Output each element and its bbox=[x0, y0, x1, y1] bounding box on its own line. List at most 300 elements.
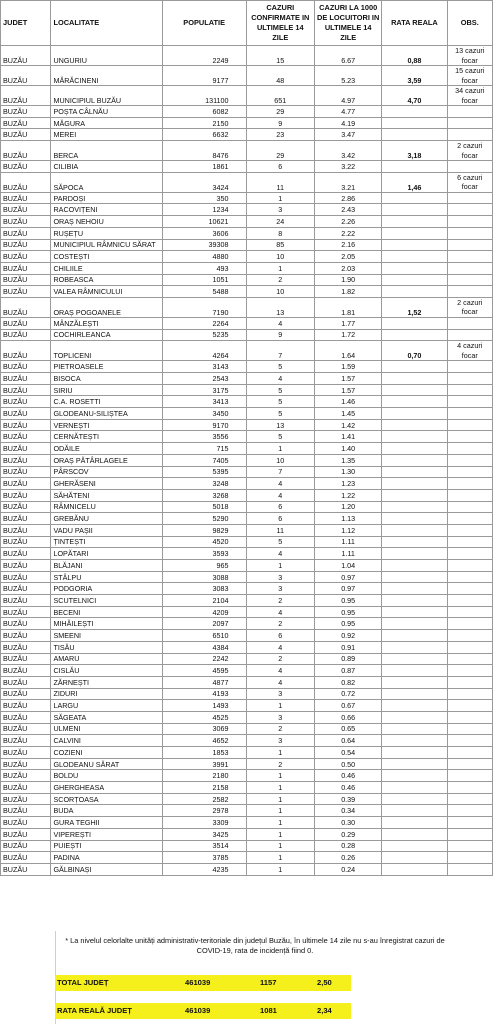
cell-obs bbox=[447, 817, 492, 829]
cell-judet: BUZĂU bbox=[1, 204, 51, 216]
cell-obs bbox=[447, 478, 492, 490]
cell-rata-1000: 0.89 bbox=[315, 653, 382, 665]
cell-cazuri: 9 bbox=[246, 117, 315, 129]
cell-cazuri: 2 bbox=[246, 618, 315, 630]
cell-cazuri: 4 bbox=[246, 478, 315, 490]
table-row bbox=[1, 227, 493, 239]
cell-rata-1000: 1.72 bbox=[315, 329, 382, 341]
cell-obs bbox=[447, 805, 492, 817]
cell-obs bbox=[447, 501, 492, 513]
cell-judet: BUZĂU bbox=[1, 117, 51, 129]
cell-cazuri: 4 bbox=[246, 606, 315, 618]
cell-localitate: PADINA bbox=[51, 852, 162, 864]
cell-rata-1000: 1.57 bbox=[315, 384, 382, 396]
cell-judet: BUZĂU bbox=[1, 688, 51, 700]
table-row bbox=[1, 251, 493, 263]
cell-obs: 6 cazuri focar bbox=[447, 172, 492, 192]
cell-localitate: CHILIILE bbox=[51, 262, 162, 274]
table-row bbox=[1, 172, 493, 192]
table-row bbox=[1, 524, 493, 536]
cell-cazuri: 1 bbox=[246, 852, 315, 864]
table-row bbox=[1, 489, 493, 501]
cell-judet: BUZĂU bbox=[1, 66, 51, 86]
cell-populatie: 2264 bbox=[162, 317, 246, 329]
cell-obs bbox=[447, 373, 492, 385]
cell-rata-reala bbox=[382, 161, 447, 173]
cell-rata-reala bbox=[382, 489, 447, 501]
cell-obs bbox=[447, 329, 492, 341]
cell-judet: BUZĂU bbox=[1, 86, 51, 106]
cell-populatie: 350 bbox=[162, 192, 246, 204]
table-row bbox=[1, 630, 493, 642]
footnote: * La nivelul celorlalte unități administrativ-teritoriale din județul Buzău, în ultimele 14 zile nu s-au înregistrat cazuri de COVID-19, rata de incidență fiind 0. bbox=[65, 936, 445, 955]
cell-obs bbox=[447, 595, 492, 607]
cell-populatie: 9829 bbox=[162, 524, 246, 536]
table-row bbox=[1, 46, 493, 66]
cell-cazuri: 5 bbox=[246, 431, 315, 443]
cell-judet: BUZĂU bbox=[1, 863, 51, 875]
total-judet-row bbox=[55, 975, 351, 991]
cell-localitate: PIETROASELE bbox=[51, 361, 162, 373]
cell-localitate: VIPEREȘTI bbox=[51, 828, 162, 840]
header-populatie: POPULATIE bbox=[162, 1, 246, 46]
cell-localitate: SĂHĂTENI bbox=[51, 489, 162, 501]
table-row bbox=[1, 595, 493, 607]
cell-localitate: POȘTA CÂLNĂU bbox=[51, 106, 162, 118]
cell-localitate: ȚINTEȘTI bbox=[51, 536, 162, 548]
cell-rata-reala bbox=[382, 317, 447, 329]
cell-localitate: UNGURIU bbox=[51, 46, 162, 66]
cell-populatie: 2242 bbox=[162, 653, 246, 665]
cell-rata-1000: 0.95 bbox=[315, 618, 382, 630]
cell-cazuri: 1 bbox=[246, 863, 315, 875]
cell-obs bbox=[447, 216, 492, 228]
cell-populatie: 4209 bbox=[162, 606, 246, 618]
cell-cazuri: 4 bbox=[246, 641, 315, 653]
cell-judet: BUZĂU bbox=[1, 46, 51, 66]
cell-rata-reala bbox=[382, 618, 447, 630]
cell-localitate: CISLĂU bbox=[51, 665, 162, 677]
cell-obs: 34 cazuri focar bbox=[447, 86, 492, 106]
cell-obs bbox=[447, 700, 492, 712]
cell-rata-1000: 1.64 bbox=[315, 341, 382, 361]
cell-rata-reala bbox=[382, 384, 447, 396]
cell-rata-1000: 0.95 bbox=[315, 606, 382, 618]
cell-localitate: SIRIU bbox=[51, 384, 162, 396]
cell-localitate: MÂNZĂLEȘTI bbox=[51, 317, 162, 329]
cell-cazuri: 1 bbox=[246, 747, 315, 759]
table-body bbox=[1, 46, 493, 876]
cell-rata-reala bbox=[382, 524, 447, 536]
cell-rata-1000: 0.34 bbox=[315, 805, 382, 817]
cell-judet: BUZĂU bbox=[1, 513, 51, 525]
cell-rata-1000: 1.11 bbox=[315, 536, 382, 548]
cell-populatie: 6082 bbox=[162, 106, 246, 118]
cell-populatie: 2104 bbox=[162, 595, 246, 607]
cell-rata-reala bbox=[382, 723, 447, 735]
cell-cazuri: 11 bbox=[246, 172, 315, 192]
cell-judet: BUZĂU bbox=[1, 262, 51, 274]
cell-populatie: 2543 bbox=[162, 373, 246, 385]
cell-cazuri: 29 bbox=[246, 141, 315, 161]
cell-localitate: MĂGURA bbox=[51, 117, 162, 129]
table-row bbox=[1, 419, 493, 431]
table-row bbox=[1, 204, 493, 216]
cell-rata-1000: 0.30 bbox=[315, 817, 382, 829]
cell-populatie: 131100 bbox=[162, 86, 246, 106]
cell-obs bbox=[447, 161, 492, 173]
cell-judet: BUZĂU bbox=[1, 161, 51, 173]
table-row bbox=[1, 618, 493, 630]
cell-judet: BUZĂU bbox=[1, 723, 51, 735]
cell-populatie: 1234 bbox=[162, 204, 246, 216]
cell-localitate: LARGU bbox=[51, 700, 162, 712]
cell-cazuri: 5 bbox=[246, 536, 315, 548]
cell-populatie: 9170 bbox=[162, 419, 246, 431]
cell-rata-reala bbox=[382, 443, 447, 455]
cell-populatie: 7190 bbox=[162, 297, 246, 317]
table-row bbox=[1, 805, 493, 817]
cell-obs bbox=[447, 227, 492, 239]
cell-obs bbox=[447, 396, 492, 408]
cell-localitate: SĂPOCA bbox=[51, 172, 162, 192]
cell-cazuri: 8 bbox=[246, 227, 315, 239]
cell-rata-reala bbox=[382, 396, 447, 408]
cell-rata-reala: 3,18 bbox=[382, 141, 447, 161]
cell-populatie: 2097 bbox=[162, 618, 246, 630]
table-row bbox=[1, 653, 493, 665]
cell-rata-reala bbox=[382, 106, 447, 118]
table-row bbox=[1, 396, 493, 408]
cell-rata-1000: 0.64 bbox=[315, 735, 382, 747]
cell-rata-reala bbox=[382, 129, 447, 141]
cell-localitate: AMARU bbox=[51, 653, 162, 665]
cell-rata-1000: 4.97 bbox=[315, 86, 382, 106]
cell-rata-reala bbox=[382, 117, 447, 129]
cell-rata-1000: 0.91 bbox=[315, 641, 382, 653]
cell-localitate: GĂLBINAȘI bbox=[51, 863, 162, 875]
cell-judet: BUZĂU bbox=[1, 341, 51, 361]
cell-judet: BUZĂU bbox=[1, 595, 51, 607]
cell-populatie: 5018 bbox=[162, 501, 246, 513]
cell-obs bbox=[447, 863, 492, 875]
cell-rata-reala bbox=[382, 466, 447, 478]
cell-populatie: 2158 bbox=[162, 782, 246, 794]
cell-rata-1000: 3.47 bbox=[315, 129, 382, 141]
cell-populatie: 5488 bbox=[162, 286, 246, 298]
cell-rata-1000: 0.66 bbox=[315, 711, 382, 723]
cell-judet: BUZĂU bbox=[1, 793, 51, 805]
rata-reala-judet-pop: 461039 bbox=[185, 1006, 211, 1015]
cell-obs bbox=[447, 384, 492, 396]
cell-rata-1000: 1.11 bbox=[315, 548, 382, 560]
cell-cazuri: 2 bbox=[246, 758, 315, 770]
cell-rata-reala bbox=[382, 227, 447, 239]
cell-judet: BUZĂU bbox=[1, 852, 51, 864]
cell-populatie: 715 bbox=[162, 443, 246, 455]
cell-rata-1000: 1.59 bbox=[315, 361, 382, 373]
cell-populatie: 3514 bbox=[162, 840, 246, 852]
cell-rata-1000: 1.82 bbox=[315, 286, 382, 298]
cell-localitate: PODGORIA bbox=[51, 583, 162, 595]
table-row bbox=[1, 361, 493, 373]
cell-cazuri: 6 bbox=[246, 161, 315, 173]
cell-populatie: 4264 bbox=[162, 341, 246, 361]
cell-obs bbox=[447, 723, 492, 735]
cell-rata-1000: 1.41 bbox=[315, 431, 382, 443]
cell-localitate: RÂMNICELU bbox=[51, 501, 162, 513]
cell-rata-reala bbox=[382, 408, 447, 420]
cell-rata-1000: 0.82 bbox=[315, 676, 382, 688]
cell-judet: BUZĂU bbox=[1, 478, 51, 490]
cell-obs bbox=[447, 317, 492, 329]
cell-localitate: TOPLICENI bbox=[51, 341, 162, 361]
cell-rata-reala bbox=[382, 548, 447, 560]
table-row bbox=[1, 863, 493, 875]
cell-obs bbox=[447, 524, 492, 536]
table-row bbox=[1, 548, 493, 560]
table-row bbox=[1, 373, 493, 385]
cell-rata-1000: 0.26 bbox=[315, 852, 382, 864]
cell-cazuri: 5 bbox=[246, 361, 315, 373]
cell-judet: BUZĂU bbox=[1, 630, 51, 642]
table-row bbox=[1, 513, 493, 525]
cell-rata-reala bbox=[382, 478, 447, 490]
cell-rata-reala bbox=[382, 735, 447, 747]
header-obs: OBS. bbox=[447, 1, 492, 46]
cell-cazuri: 1 bbox=[246, 700, 315, 712]
cell-rata-reala: 3,59 bbox=[382, 66, 447, 86]
cell-localitate: SCUTELNICI bbox=[51, 595, 162, 607]
cell-populatie: 3175 bbox=[162, 384, 246, 396]
cell-obs bbox=[447, 408, 492, 420]
cell-judet: BUZĂU bbox=[1, 239, 51, 251]
cell-obs bbox=[447, 286, 492, 298]
cell-rata-reala: 0,88 bbox=[382, 46, 447, 66]
table-row bbox=[1, 408, 493, 420]
cell-localitate: GHERĂSENI bbox=[51, 478, 162, 490]
table-row bbox=[1, 329, 493, 341]
table-row bbox=[1, 747, 493, 759]
table-row bbox=[1, 262, 493, 274]
table-row bbox=[1, 641, 493, 653]
cell-obs bbox=[447, 793, 492, 805]
cell-obs bbox=[447, 251, 492, 263]
cell-rata-1000: 1.12 bbox=[315, 524, 382, 536]
cell-judet: BUZĂU bbox=[1, 782, 51, 794]
cell-cazuri: 5 bbox=[246, 408, 315, 420]
cell-rata-1000: 0.65 bbox=[315, 723, 382, 735]
cell-cazuri: 15 bbox=[246, 46, 315, 66]
cell-rata-reala bbox=[382, 606, 447, 618]
cell-rata-reala bbox=[382, 805, 447, 817]
table-row bbox=[1, 216, 493, 228]
cell-rata-reala bbox=[382, 204, 447, 216]
table-row bbox=[1, 606, 493, 618]
cell-rata-1000: 1.22 bbox=[315, 489, 382, 501]
cell-populatie: 4384 bbox=[162, 641, 246, 653]
cell-localitate: GREBĂNU bbox=[51, 513, 162, 525]
cell-localitate: BOLDU bbox=[51, 770, 162, 782]
cell-localitate: CERNĂTEȘTI bbox=[51, 431, 162, 443]
cell-cazuri: 1 bbox=[246, 782, 315, 794]
cell-cazuri: 2 bbox=[246, 723, 315, 735]
cell-judet: BUZĂU bbox=[1, 396, 51, 408]
table-row bbox=[1, 297, 493, 317]
cell-rata-reala bbox=[382, 747, 447, 759]
cell-localitate: SMEENI bbox=[51, 630, 162, 642]
cell-cazuri: 1 bbox=[246, 817, 315, 829]
cell-rata-1000: 2.05 bbox=[315, 251, 382, 263]
cell-judet: BUZĂU bbox=[1, 735, 51, 747]
cell-populatie: 2249 bbox=[162, 46, 246, 66]
cell-localitate: MIHĂILEȘTI bbox=[51, 618, 162, 630]
cell-judet: BUZĂU bbox=[1, 361, 51, 373]
cell-populatie: 2150 bbox=[162, 117, 246, 129]
table-row bbox=[1, 571, 493, 583]
cell-localitate: ZIDURI bbox=[51, 688, 162, 700]
table-row bbox=[1, 192, 493, 204]
cell-localitate: BLĂJANI bbox=[51, 560, 162, 572]
cell-rata-reala bbox=[382, 251, 447, 263]
cell-judet: BUZĂU bbox=[1, 583, 51, 595]
cell-localitate: PUIEȘTI bbox=[51, 840, 162, 852]
cell-localitate: ORAȘ NEHOIU bbox=[51, 216, 162, 228]
cell-rata-reala bbox=[382, 431, 447, 443]
cell-judet: BUZĂU bbox=[1, 560, 51, 572]
table-row bbox=[1, 758, 493, 770]
cell-rata-reala bbox=[382, 571, 447, 583]
cell-obs bbox=[447, 665, 492, 677]
cell-obs bbox=[447, 466, 492, 478]
cell-rata-1000: 1.77 bbox=[315, 317, 382, 329]
cell-obs bbox=[447, 852, 492, 864]
cell-obs bbox=[447, 239, 492, 251]
cell-populatie: 5290 bbox=[162, 513, 246, 525]
cell-judet: BUZĂU bbox=[1, 653, 51, 665]
cell-populatie: 4235 bbox=[162, 863, 246, 875]
header-cazuri: CAZURI CONFIRMATE IN ULTIMELE 14 ZILE bbox=[246, 1, 315, 46]
cell-rata-reala bbox=[382, 501, 447, 513]
table-row bbox=[1, 665, 493, 677]
cell-rata-reala bbox=[382, 770, 447, 782]
cell-rata-1000: 0.29 bbox=[315, 828, 382, 840]
cell-judet: BUZĂU bbox=[1, 454, 51, 466]
cell-rata-reala bbox=[382, 583, 447, 595]
cell-judet: BUZĂU bbox=[1, 571, 51, 583]
cell-obs bbox=[447, 361, 492, 373]
cell-populatie: 5395 bbox=[162, 466, 246, 478]
cell-rata-reala bbox=[382, 758, 447, 770]
cell-judet: BUZĂU bbox=[1, 384, 51, 396]
cell-obs bbox=[447, 489, 492, 501]
table-row bbox=[1, 560, 493, 572]
cell-judet: BUZĂU bbox=[1, 524, 51, 536]
cell-populatie: 1853 bbox=[162, 747, 246, 759]
header-localitate: LOCALITATE bbox=[51, 1, 162, 46]
cell-cazuri: 4 bbox=[246, 665, 315, 677]
header-judet: JUDET bbox=[1, 1, 51, 46]
cell-cazuri: 1 bbox=[246, 793, 315, 805]
cell-judet: BUZĂU bbox=[1, 431, 51, 443]
cell-rata-reala bbox=[382, 863, 447, 875]
cell-obs bbox=[447, 735, 492, 747]
cell-rata-1000: 1.42 bbox=[315, 419, 382, 431]
cell-localitate: GURA TEGHII bbox=[51, 817, 162, 829]
table-row bbox=[1, 501, 493, 513]
cell-rata-1000: 0.54 bbox=[315, 747, 382, 759]
table-row bbox=[1, 141, 493, 161]
cell-rata-reala bbox=[382, 536, 447, 548]
cell-populatie: 5235 bbox=[162, 329, 246, 341]
cell-rata-1000: 2.43 bbox=[315, 204, 382, 216]
cell-cazuri: 13 bbox=[246, 297, 315, 317]
table-row bbox=[1, 782, 493, 794]
cell-obs bbox=[447, 431, 492, 443]
cell-rata-1000: 4.77 bbox=[315, 106, 382, 118]
cell-rata-1000: 1.23 bbox=[315, 478, 382, 490]
cell-populatie: 3424 bbox=[162, 172, 246, 192]
cell-obs bbox=[447, 606, 492, 618]
table-row bbox=[1, 86, 493, 106]
cell-judet: BUZĂU bbox=[1, 618, 51, 630]
table-row bbox=[1, 852, 493, 864]
total-judet-cazuri: 1157 bbox=[260, 978, 277, 987]
table-row bbox=[1, 700, 493, 712]
cell-populatie: 4880 bbox=[162, 251, 246, 263]
cell-rata-reala bbox=[382, 700, 447, 712]
cell-cazuri: 1 bbox=[246, 828, 315, 840]
cell-obs bbox=[447, 828, 492, 840]
cell-populatie: 3069 bbox=[162, 723, 246, 735]
cell-localitate: ODĂILE bbox=[51, 443, 162, 455]
cell-populatie: 3413 bbox=[162, 396, 246, 408]
cell-populatie: 8476 bbox=[162, 141, 246, 161]
cell-obs bbox=[447, 688, 492, 700]
cell-cazuri: 1 bbox=[246, 192, 315, 204]
cell-rata-reala bbox=[382, 560, 447, 572]
cell-populatie: 1493 bbox=[162, 700, 246, 712]
cell-rata-reala bbox=[382, 274, 447, 286]
cell-judet: BUZĂU bbox=[1, 700, 51, 712]
cell-rata-reala: 1,52 bbox=[382, 297, 447, 317]
cell-cazuri: 3 bbox=[246, 688, 315, 700]
cell-obs bbox=[447, 454, 492, 466]
table-row bbox=[1, 735, 493, 747]
cell-judet: BUZĂU bbox=[1, 274, 51, 286]
total-judet-pop: 461039 bbox=[185, 978, 211, 987]
cell-populatie: 3991 bbox=[162, 758, 246, 770]
cell-rata-1000: 3.21 bbox=[315, 172, 382, 192]
cell-localitate: COZIENI bbox=[51, 747, 162, 759]
table-row bbox=[1, 793, 493, 805]
table-row bbox=[1, 129, 493, 141]
cell-rata-1000: 0.46 bbox=[315, 782, 382, 794]
cell-localitate: MEREI bbox=[51, 129, 162, 141]
cell-cazuri: 4 bbox=[246, 676, 315, 688]
table-row bbox=[1, 384, 493, 396]
cell-localitate: BISOCA bbox=[51, 373, 162, 385]
cell-rata-1000: 1.04 bbox=[315, 560, 382, 572]
cell-rata-reala bbox=[382, 419, 447, 431]
cell-localitate: ZĂRNEȘTI bbox=[51, 676, 162, 688]
cell-populatie: 4595 bbox=[162, 665, 246, 677]
cell-cazuri: 1 bbox=[246, 262, 315, 274]
cell-rata-1000: 1.57 bbox=[315, 373, 382, 385]
cell-cazuri: 6 bbox=[246, 630, 315, 642]
cell-obs bbox=[447, 274, 492, 286]
cell-rata-1000: 0.46 bbox=[315, 770, 382, 782]
